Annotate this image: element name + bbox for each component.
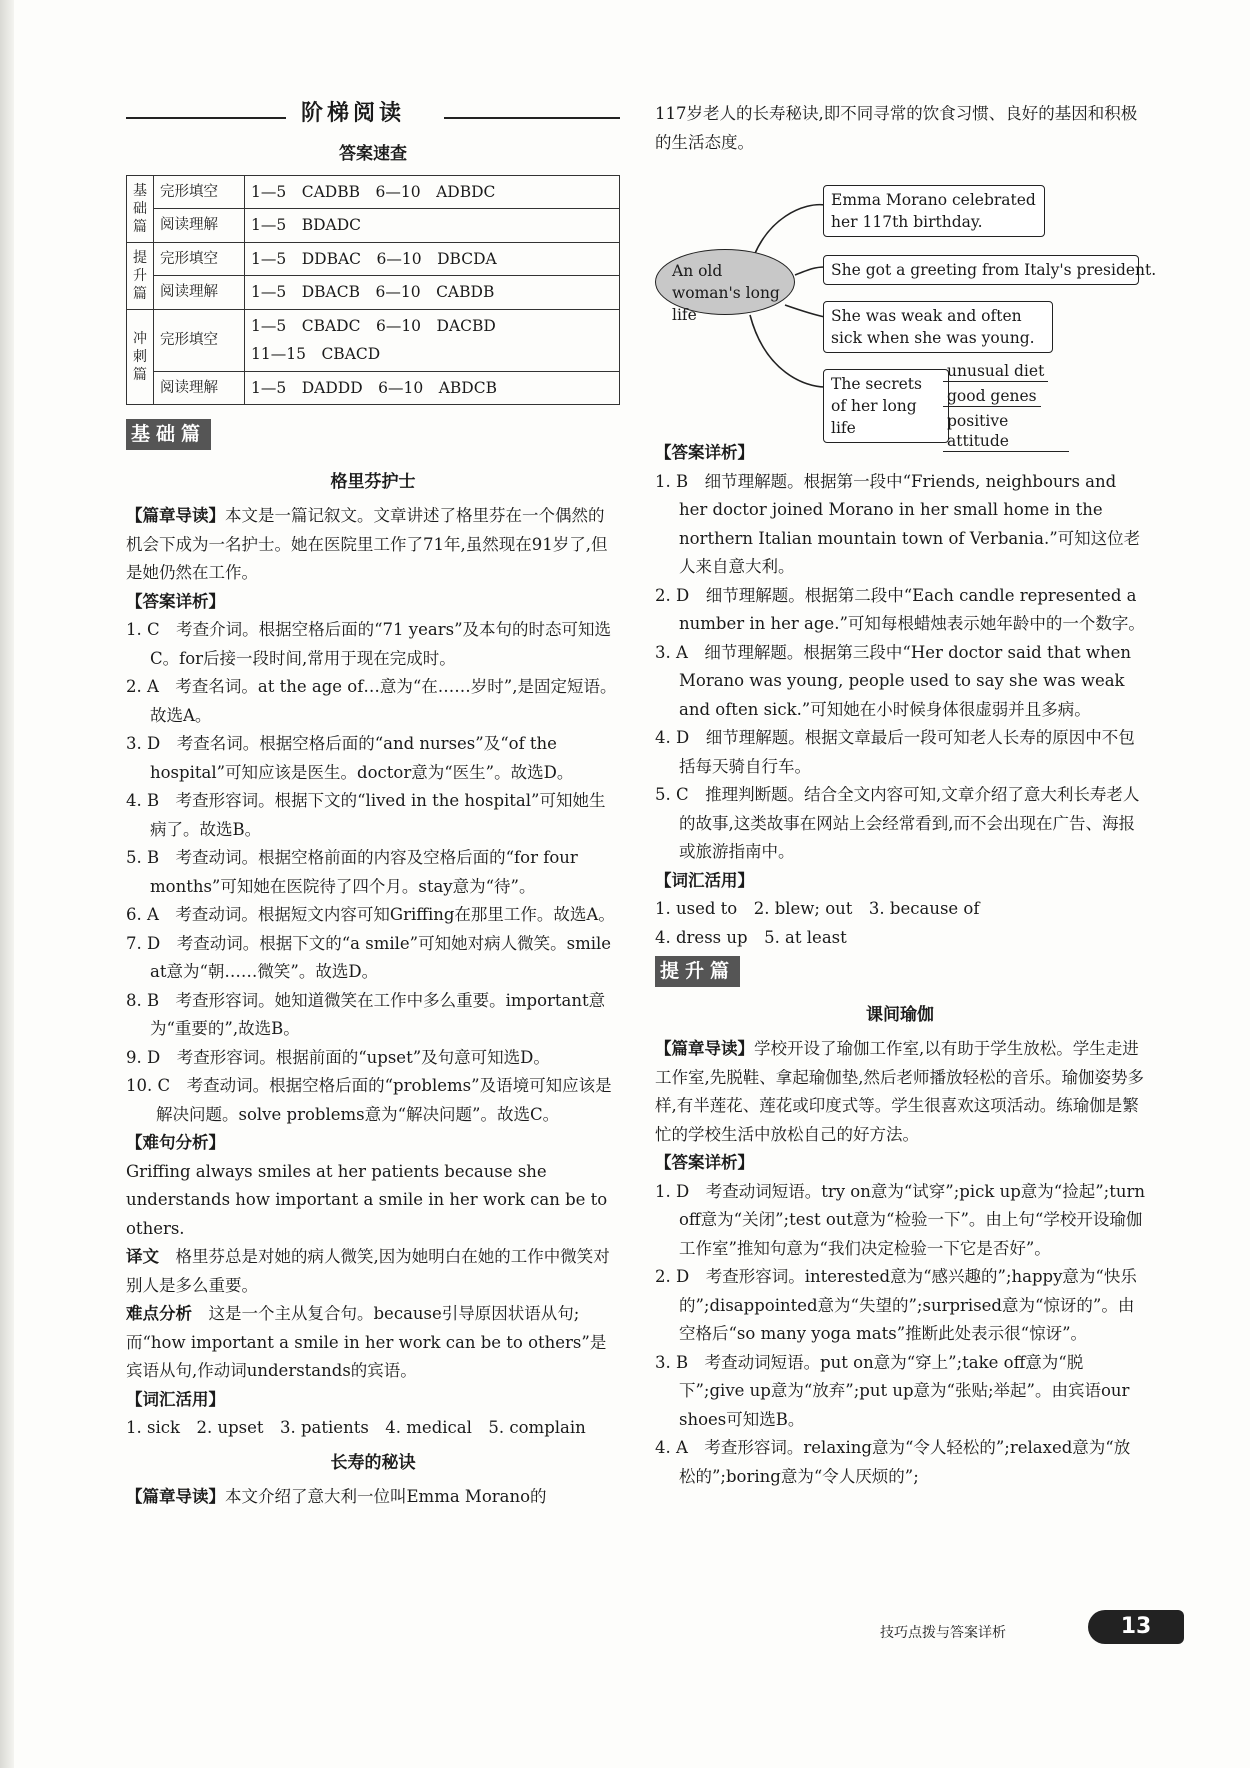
type-label: 完形填空: [154, 242, 245, 276]
analysis-label: 难点分析: [126, 1304, 192, 1323]
mind-map-leaf: good genes: [943, 386, 1041, 407]
connector-branch-2: [795, 267, 825, 275]
answer-item: 5. B 考查动词。根据空格前面的内容及空格后面的“for four months”可知她在医院待了四个月。stay意为“待”。: [126, 848, 578, 896]
answer-item: 1. D 考查动词短语。try on意为“试穿”;pick up意为“捡起”;turn off意为“关闭”;test out意为“检验一下”。由上句“学校开设瑜伽工作室”推知句意为“我们决定检验一下它是否好”。: [655, 1181, 1146, 1258]
section-title: 阶梯阅读: [301, 101, 406, 126]
group-label: 冲刺篇: [127, 309, 154, 405]
answers-label: 【答案详析】: [126, 591, 225, 611]
intro-paragraph: [655, 1035, 1145, 1149]
answer-line: 11—15 CBACD: [251, 345, 381, 363]
mind-map-branch: The secrets of her long life: [823, 369, 949, 443]
analysis-text: 这是一个主从复合句。because引导原因状语从句;而“how important a smile in her work can be to others”是宾语从句,作动词understands的宾语。: [126, 1304, 607, 1380]
mind-map-branch: She got a greeting from Italy's president.: [823, 255, 1139, 285]
answer-item: 3. D 考查名词。根据空格后面的“and nurses”及“of the hospital”可知应该是医生。doctor意为“医生”。故选D。: [126, 734, 574, 782]
table-row: [127, 371, 620, 405]
table-row: [127, 242, 620, 276]
connector-branch-4: [750, 315, 825, 387]
group-label: 提升篇: [127, 242, 154, 309]
intro-text: 本文是一篇记叙文。文章讲述了格里芬在一个偶然的机会下成为一名护士。她在医院里工作了71年,虽然现在91岁了,但是她仍然在工作。: [126, 506, 608, 582]
header-rule-right: [444, 117, 620, 119]
table-row: [127, 175, 620, 209]
vocab-label: 【词汇活用】: [126, 1389, 225, 1409]
answer-item: 9. D 考查形容词。根据前面的“upset”及句意可知选D。: [126, 1047, 550, 1067]
answer-item: 10. C 考查动词。根据空格后面的“problems”及语境可知应该是解决问题。solve problems意为“解决问题”。故选C。: [126, 1076, 612, 1124]
answer-cell: 1—5 CADBB 6—10 ADBDC: [245, 175, 620, 209]
answer-item: 1. B 细节理解题。根据第一段中“Friends, neighbours and her doctor joined Morano in her small home in the northern Italian mountain town of Verbania.”可知这位老人来自意大利。: [655, 471, 1141, 576]
answer-item: 5. C 推理判断题。结合全文内容可知,文章介绍了意大利长寿老人的故事,这类故事在网站上会经常看到,而不会出现在广告、海报或旅游指南中。: [655, 785, 1140, 861]
answer-item: 7. D 考查动词。根据下文的“a smile”可知她对病人微笑。smile at意为“朝……微笑”。故选D。: [126, 933, 612, 981]
translation-text: 格里芬总是对她的病人微笑,因为她明白在她的工作中微笑对别人是多么重要。: [126, 1247, 610, 1295]
mind-map-branch: Emma Morano celebrated her 117th birthday.: [823, 185, 1045, 237]
table-row: [127, 309, 620, 371]
intro-label: 【篇章导读】: [126, 1487, 225, 1506]
intro-label: 【篇章导读】: [655, 1039, 754, 1058]
answer-item: 4. D 细节理解题。根据文章最后一段可知老人长寿的原因中不包括每天骑自行车。: [655, 728, 1135, 776]
right-column: [655, 100, 1157, 1491]
story-title: 课间瑜伽: [866, 1004, 934, 1025]
answer-line: 1—5 CBADC 6—10 DACBD: [251, 316, 496, 335]
answer-cell: 1—5 DADDD 6—10 ABDCB: [245, 371, 620, 405]
type-label: 阅读理解: [154, 371, 245, 405]
answers-label: 【答案详析】: [655, 1153, 754, 1172]
intro-text: 学校开设了瑜伽工作室,以有助于学生放松。学生走进工作室,先脱鞋、拿起瑜伽垫,然后老师播放轻松的音乐。瑜伽姿势多样,有半莲花、莲花或印度式等。学生很喜欢这项活动。练瑜伽是繁忙的学校生活中放松自己的好方法。: [655, 1039, 1144, 1144]
story-title: 长寿的秘诀: [330, 1452, 416, 1473]
mind-map-branch: She was weak and often sick when she was young.: [823, 301, 1053, 353]
answer-item: 6. A 考查动词。根据短文内容可知Griffing在那里工作。故选A。: [126, 905, 615, 924]
answer-item: 8. B 考查形容词。她知道微笑在工作中多么重要。important意为“重要的”,故选B。: [126, 990, 606, 1038]
vocab-answers: 4. dress up 5. at least: [655, 927, 847, 947]
answer-item: 3. A 细节理解题。根据第三段中“Her doctor said that when Morano was young, people used to say she was weak and often sick.”可知她在小时候身体很虚弱并且多病。: [655, 642, 1132, 719]
answer-item: 1. C 考查介词。根据空格后面的“71 years”及本句的时态可知选C。for后接一段时间,常用于现在完成时。: [126, 620, 612, 668]
vocab-answers: 1. used to 2. blew; out 3. because of: [655, 899, 980, 918]
translation: [126, 1243, 620, 1300]
answers-label: 【答案详析】: [655, 443, 754, 462]
intro-paragraph: [126, 1483, 620, 1512]
answer-key-title: 答案速查: [339, 144, 407, 164]
table-row: [127, 209, 620, 243]
intro-continued: 117岁老人的长寿秘诀,即不同寻常的饮食习惯、良好的基因和积极的生活态度。: [655, 104, 1138, 152]
answer-cell: 1—5 DDBAC 6—10 DBCDA: [245, 242, 620, 276]
story-title: 格里芬护士: [330, 471, 416, 492]
type-label: 完形填空: [154, 175, 245, 209]
answer-item: 3. B 考查动词短语。put on意为“穿上”;take off意为“脱下”;give up意为“放弃”;put up意为“张贴;举起”。由宾语our shoes可知选B。: [655, 1352, 1130, 1429]
hard-sentence-label: 【难句分析】: [126, 1133, 225, 1152]
intro-text: 本文介绍了意大利一位叫Emma Morano的: [225, 1487, 547, 1506]
answer-item: 4. A 考查形容词。relaxing意为“令人轻松的”;relaxed意为“放松的”;boring意为“令人厌烦的”;: [655, 1438, 1131, 1486]
hard-sentence: Griffing always smiles at her patients because she understands how important a smile in her work can be to others.: [126, 1161, 608, 1238]
mind-map-center: An old woman's long life: [655, 249, 795, 315]
analysis: [126, 1300, 620, 1386]
mind-map-leaf: unusual diet: [943, 361, 1048, 382]
answer-item: 4. B 考查形容词。根据下文的“lived in the hospital”可知她生病了。故选B。: [126, 791, 606, 839]
page-number: 13: [1088, 1610, 1184, 1644]
answer-cell: 1—5 DBACB 6—10 CABDB: [245, 276, 620, 310]
page-edge-shadow: [0, 0, 14, 1768]
intro-paragraph: [126, 502, 620, 588]
section-header: [126, 100, 620, 134]
table-row: [127, 276, 620, 310]
answer-cell: [245, 309, 620, 371]
level-badge-basic: 基础篇: [126, 419, 211, 450]
translation-label: 译文: [126, 1247, 159, 1266]
answer-item: 2. D 细节理解题。根据第二段中“Each candle represented a number in her age.”可知每根蜡烛表示她年龄中的一个数字。: [655, 585, 1145, 633]
type-label: 阅读理解: [154, 209, 245, 243]
vocab-answers: 1. sick 2. upset 3. patients 4. medical 5. complain: [126, 1418, 586, 1437]
type-label: 阅读理解: [154, 276, 245, 310]
answer-cell: 1—5 BDADC: [245, 209, 620, 243]
intro-label: 【篇章导读】: [126, 506, 225, 525]
group-label: 基础篇: [127, 175, 154, 242]
answer-item: 2. A 考查名词。at the age of…意为“在……岁时”,是固定短语。故选A。: [126, 677, 617, 725]
mind-map: [655, 157, 1157, 450]
answer-item: 2. D 考查形容词。interested意为“感兴趣的”;happy意为“快乐的”;disappointed意为“失望的”;surprised意为“惊讶的”。由空格后“so many yoga mats”推断此处表示很“惊讶”。: [655, 1267, 1137, 1343]
answer-key-table: [126, 175, 620, 406]
type-label: 完形填空: [154, 309, 245, 371]
header-rule-left: [126, 117, 286, 119]
level-badge-advanced: 提升篇: [655, 956, 740, 987]
left-column: [126, 100, 620, 1512]
connector-branch-3: [785, 305, 825, 317]
vocab-label: 【词汇活用】: [655, 870, 754, 890]
mind-map-leaf: positive attitude: [943, 411, 1069, 452]
footer-text: 技巧点拨与答案详析: [880, 1625, 1006, 1641]
